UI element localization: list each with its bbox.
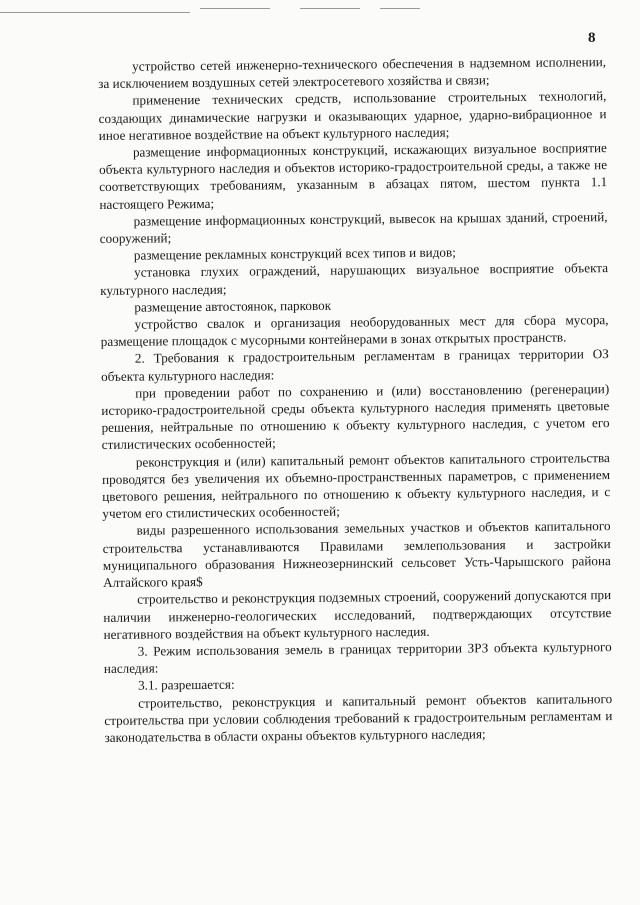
- paragraph: установка глухих ограждений, нарушающих визуальное восприятие объекта культурного наследия;: [100, 260, 609, 298]
- paragraph: устройство свалок и организация необорудованных мест для сбора мусора, размещение площадок с мусорными контейнерами в зонах открытых пространств.: [100, 312, 609, 350]
- paragraph: размещение информационных конструкций, вывесок на крышах зданий, строений, сооружений;: [99, 208, 608, 247]
- paragraph: виды разрешенного использования земельных участков и объектов капитального строительства устанавливаются Правилами землепользования и застройки муниципального образования Нижнеозернинский сельсовет Усть-Чарышского района Алтайского края$: [102, 518, 611, 591]
- document-body: [98, 53, 613, 746]
- scan-edge-line: [380, 8, 420, 9]
- paragraph: размещение информационных конструкций, искажающих визуальное восприятие объекта культурного наследия и объектов историко-градостроительной среды, а также не соответствующих требованиям, указанным в абзацах пятом, шестом пункта 1.1 настоящего Режима;: [99, 140, 608, 212]
- scan-edge-line: [0, 12, 190, 13]
- paragraph: размещение рекламных конструкций всех типов и видов;: [133, 244, 456, 263]
- section-heading: 2. Требования к градостроительным регламентам в границах территории ОЗ объекта культурного наследия:: [100, 346, 609, 384]
- paragraph: строительство и реконструкция подземных строений, сооружений допускаются при наличии инженерно-геологических исследований, подтверждающих отсутствие негативного воздействия на объект культурного наследия.: [103, 587, 612, 642]
- scan-edge-line: [200, 8, 270, 9]
- paragraph: при проведении работ по сохранению и (или) восстановлению (регенерации) историко-градостроительной среды объекта культурного наследия применять цветовые решения, нейтральные по отношению к объекту культурного наследия, с учетом его стилистических особенностей;: [101, 380, 610, 453]
- paragraph: применение технических средств, использование строительных технологий, создающих динамические нагрузки и оказывающих ударное, ударно-вибрационное и иное негативное воздействие на объект культурного наследия;: [98, 88, 607, 143]
- paragraph: реконструкция и (или) капитальный ремонт объектов капитального строительства проводятся без увеличения их объемно-пространственных параметров, с применением цветового решения, нейтрального по отношению к объекту культурного наследия, и с учетом его стилистических особенностей;: [101, 449, 611, 522]
- paragraph: размещение автостоянок, парковок: [134, 297, 332, 315]
- section-heading: 3. Режим использования земель в границах территории ЗРЗ объекта культурного наследия:: [103, 639, 612, 677]
- page-number: 8: [588, 30, 596, 46]
- paragraph: устройство сетей инженерно-технического обеспечения в надземном исполнении, за исключением воздушных сетей электросетевого хозяйства и связи;: [98, 54, 607, 92]
- scan-edge-line: [300, 8, 360, 9]
- subsection-heading: 3.1. разрешается:: [137, 677, 235, 693]
- paragraph: строительство, реконструкция и капитальный ремонт объектов капитального строительства при условии соблюдения требований к градостроительным регламентам и законодательства в области охраны объектов культурного наследия;: [104, 690, 613, 745]
